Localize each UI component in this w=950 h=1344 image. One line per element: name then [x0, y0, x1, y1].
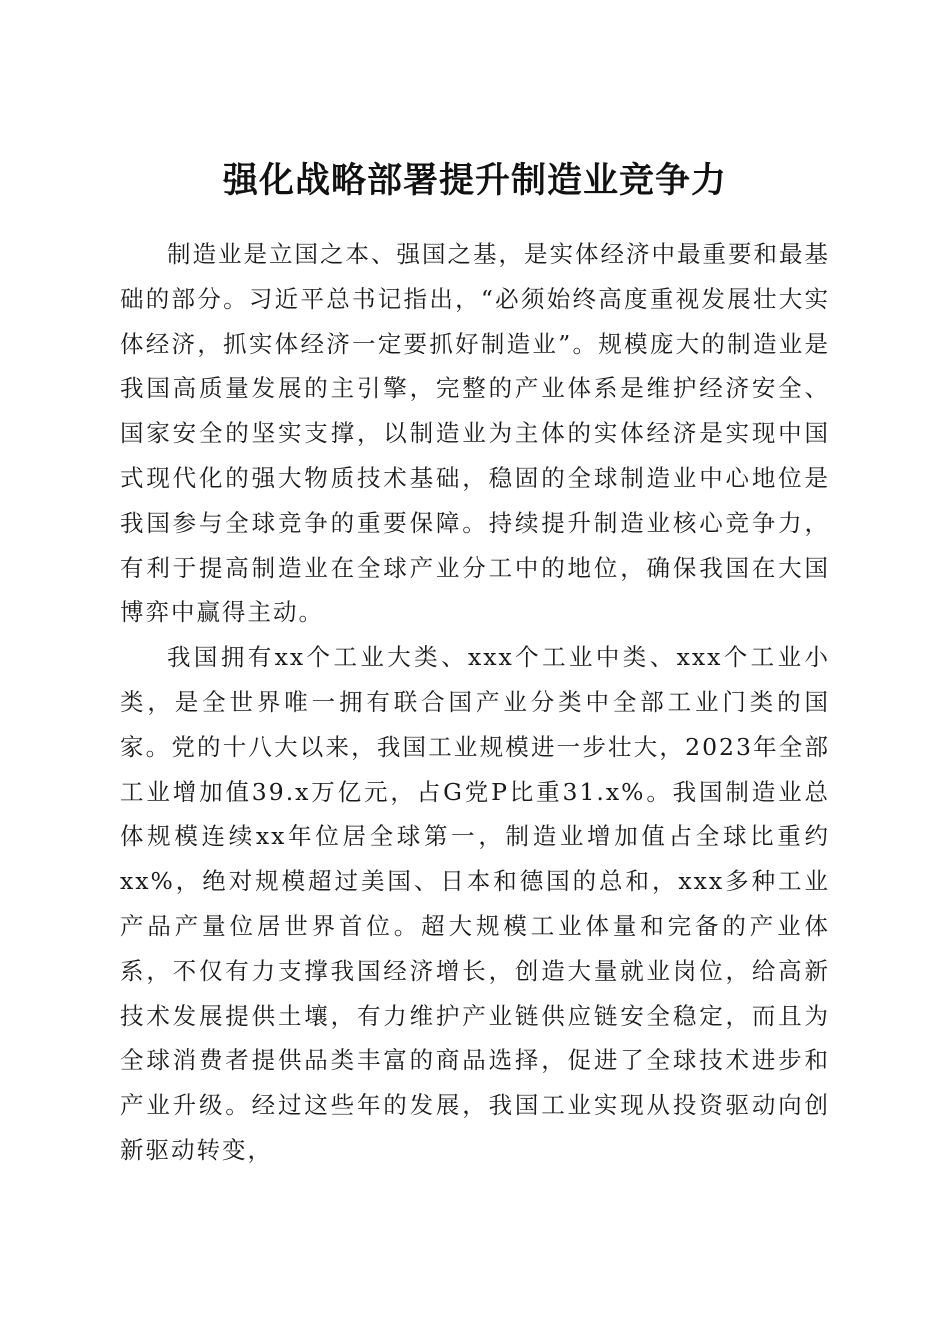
- document-title: 强化战略部署提升制造业竞争力: [222, 160, 727, 202]
- paragraph: 我国拥有xx个工业大类、xxx个工业中类、xxx个工业小类，是全世界唯一拥有联合国产业分类中全部工业门类的国家。党的十八大以来，我国工业规模进一步壮大，2023年全部工业增加值39.x万亿元，占G党P比重31.x%。我国制造业总体规模连续xx年位居全球第一，制造业增加值占全球比重约xx%，绝对规模超过美国、日本和德国的总和，xxx多种工业产品产量位居世界首位。超大规模工业体量和完备的产业体系，不仅有力支撑我国经济增长，创造大量就业岗位，给高新技术发展提供土壤，有力维护产业链供应链安全稳定，而且为全球消费者提供品类丰富的商品选择，促进了全球技术进步和产业升级。经过这些年的发展，我国工业实现从投资驱动向创新驱动转变，: [120, 643, 830, 1164]
- paragraph: 制造业是立国之本、强国之基，是实体经济中最重要和最基础的部分。习近平总书记指出，“必须始终高度重视发展壮大实体经济，抓实体经济一定要抓好制造业”。规模庞大的制造业是我国高质量发展的主引擎，完整的产业体系是维护经济安全、国家安全的坚实支撑，以制造业为主体的实体经济是实现中国式现代化的强大物质技术基础，稳固的全球制造业中心地位是我国参与全球竞争的重要保障。持续提升制造业核心竞争力，有利于提高制造业在全球产业分工中的地位，确保我国在大国博弈中赢得主动。: [120, 240, 830, 627]
- document-body: [120, 232, 830, 1173]
